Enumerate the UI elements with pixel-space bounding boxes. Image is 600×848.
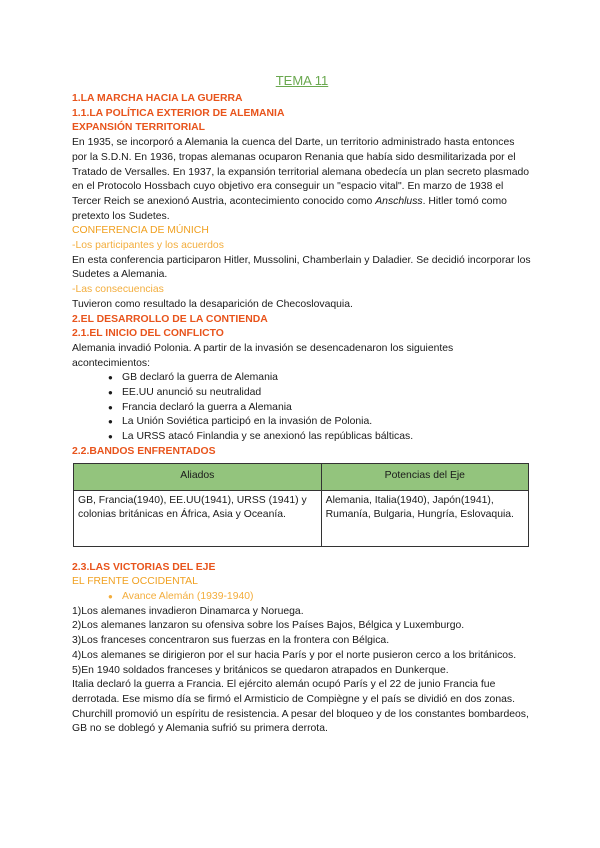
table-header-row <box>74 463 529 490</box>
heading-section-2: 2.EL DESARROLLO DE LA CONTIENDA <box>72 313 268 325</box>
heading-section-2-1: 2.1.EL INICIO DEL CONFLICTO <box>72 328 224 340</box>
numbered-item: 1)Los alemanes invadieron Dinamarca y Noruega. <box>72 605 304 617</box>
heading-expansion: EXPANSIÓN TERRITORIAL <box>72 122 205 134</box>
list-item: ● Avance Alemán (1939-1940) <box>110 590 532 605</box>
paragraph-consequences: Tuvieron como resultado la desaparición de Checoslovaquia. <box>72 298 353 310</box>
front-bullets <box>72 590 532 605</box>
heading-munich: CONFERENCIA DE MÚNICH <box>72 225 209 237</box>
heading-section-2-3: 2.3.LAS VICTORIAS DEL EJE <box>72 561 216 573</box>
numbered-item: 2)Los alemanes lanzaron su ofensiva sobre los Países Bajos, Bélgica y Luxemburgo. <box>72 620 465 632</box>
list-item: ● GB declaró la guerra de Alemania <box>110 371 532 386</box>
sides-table <box>73 463 529 547</box>
numbered-item: 4)Los alemanes se dirigieron por el sur hacia París y por el norte pusieron cerco a los británicos. <box>72 649 517 661</box>
page-title: TEMA 11 <box>275 73 329 88</box>
numbered-item: 3)Los franceses concentraron sus fuerzas en la frontera con Bélgica. <box>72 635 390 647</box>
heading-western-front: EL FRENTE OCCIDENTAL <box>72 576 198 588</box>
heading-section-2-2: 2.2.BANDOS ENFRENTADOS <box>72 445 216 457</box>
heading-section-1: 1.LA MARCHA HACIA LA GUERRA <box>72 93 243 104</box>
events-list <box>72 371 532 445</box>
document-page <box>72 72 532 737</box>
list-item: ● La URSS atacó Finlandia y se anexionó las repúblicas bálticas. <box>110 430 532 445</box>
subheading-consequences: -Las consecuencias <box>72 284 164 296</box>
list-item: ● EE.UU anunció su neutralidad <box>110 386 532 401</box>
table-row <box>74 490 529 546</box>
list-item: ● La Unión Soviética participó en la invasión de Polonia. <box>110 415 532 430</box>
paragraph-churchill: Churchill promovió un espíritu de resistencia. A pesar del bloqueo y de los constantes bombardeos, GB no se doblegó y Alemania sufrió su primera derrota. <box>72 708 529 735</box>
header-aliados: Aliados <box>74 463 322 490</box>
cell-eje: Alemania, Italia(1940), Japón(1941), Rumanía, Bulgaria, Hungría, Eslovaquia. <box>321 490 528 546</box>
heading-section-1-1: 1.1.LA POLÍTICA EXTERIOR DE ALEMANIA <box>72 107 285 119</box>
paragraph-conflict-start: Alemania invadió Polonia. A partir de la invasión se desencadenaron los siguientes acontecimientos: <box>72 342 454 369</box>
anschluss-term: Anschluss <box>375 195 423 207</box>
list-item: ● Francia declaró la guerra a Alemania <box>110 401 532 416</box>
cell-aliados: GB, Francia(1940), EE.UU(1941), URSS (1941) y colonias británicas en África, Asia y Oceanía. <box>74 490 322 546</box>
paragraph-france-defeat: Italia declaró la guerra a Francia. El ejército alemán ocupó París y el 22 de junio Francia fue derrotada. Ese mismo día se firmó el Armisticio de Compiègne y el país se dividió en dos zonas. <box>72 679 515 705</box>
header-eje: Potencias del Eje <box>321 463 528 490</box>
paragraph-expansion: En 1935, se incorporó a Alemania la cuenca del Darte, un territorio administrado hasta entonces por la S.D.N. En 1936, tropas alemanas ocuparon Renania que había sido desmilitarizada por el Tratado de Versalles. En 1937, la expansión territorial alemana obedecía un plan secreto plasmado en el Protocolo Hossbach cuyo objetivo era conseguir un "espacio vital". En marzo de 1938 el Tercer Reich se anexionó Austria, acontecimiento conocido como Anschluss. Hitler tomó como pretexto los Sudetes. <box>72 137 530 222</box>
subheading-participants: -Los participantes y los acuerdos <box>72 240 224 252</box>
numbered-item: 5)En 1940 soldados franceses y británicos se quedaron atrapados en Dunkerque. <box>72 664 449 676</box>
paragraph-participants: En esta conferencia participaron Hitler, Mussolini, Chamberlain y Daladier. Se decidió incorporar los Sudetes a Alemania. <box>72 254 531 281</box>
